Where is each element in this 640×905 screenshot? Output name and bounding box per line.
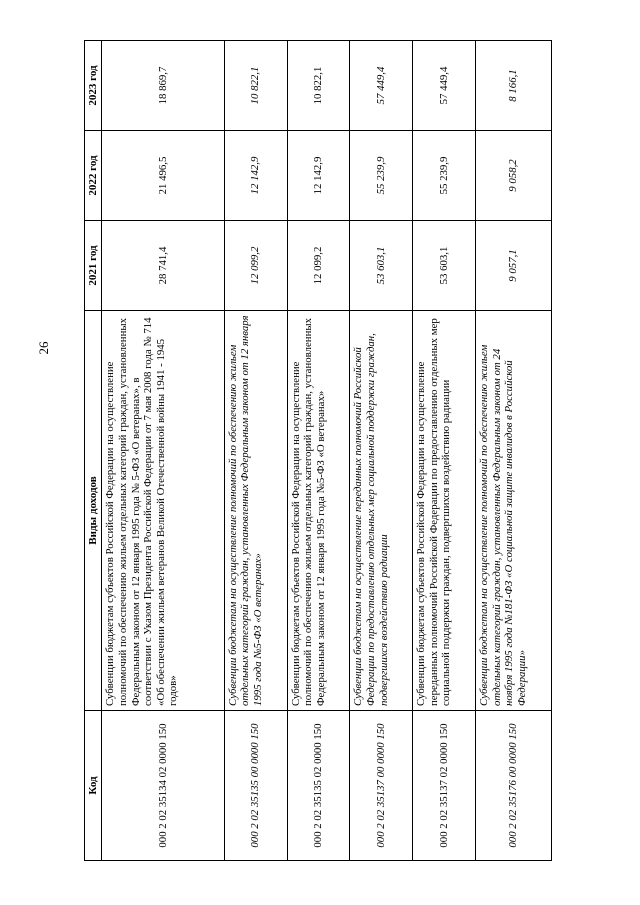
row-2023: 10 822,1 [224, 41, 287, 131]
row-2021: 12 099,2 [224, 221, 287, 311]
table-row [413, 41, 476, 861]
header-2023: 2023 год [85, 41, 102, 131]
table-row [476, 41, 552, 861]
row-2023: 57 449,4 [413, 41, 476, 131]
row-2021: 53 603,1 [413, 221, 476, 311]
header-2022: 2022 год [85, 131, 102, 221]
row-2023: 18 869,7 [102, 41, 224, 131]
row-2021: 12 099,2 [287, 221, 350, 311]
row-code: 000 2 02 35176 00 0000 150 [476, 711, 552, 861]
row-2023: 8 166,1 [476, 41, 552, 131]
revenue-table [84, 40, 552, 861]
table-row [287, 41, 350, 861]
table-row [102, 41, 224, 861]
table-row [350, 41, 413, 861]
header-2021: 2021 год [85, 221, 102, 311]
row-code: 000 2 02 35135 00 0000 150 [224, 711, 287, 861]
row-name: Субвенции бюджетам субъектов Российской Федерации на осуществление переданных полномочий Российской Федерации по предоставлению отдельных мер социальной поддержки граждан, подвергшихся воздействию радиации [413, 311, 476, 711]
table-row [224, 41, 287, 861]
row-name: Субвенции бюджетам субъектов Российской Федерации на осуществление полномочий по обеспечению жильем отдельных категорий граждан, установленных Федеральным законом от 12 января 1995 года №5-ФЗ «О ветеранах» [287, 311, 350, 711]
row-code: 000 2 02 35137 02 0000 150 [413, 711, 476, 861]
row-2023: 57 449,4 [350, 41, 413, 131]
row-name: Субвенции бюджетам на осуществление переданных полномочий Российской Федерации по предоставлению отдельных мер социальной поддержки граждан, подвергшихся воздействию радиации [350, 311, 413, 711]
row-2022: 12 142,9 [287, 131, 350, 221]
row-2022: 9 058,2 [476, 131, 552, 221]
row-name: Субвенции бюджетам субъектов Российской Федерации на осуществление полномочий по обеспечению жильем отдельных категорий граждан, установленных Федеральным законом от 12 января 1995 года № 5-ФЗ «О ветеранах», в соответствии с Указом Президента Российской Федерации от 7 мая 2008 года № 714 «Об обеспечении жильем ветеранов Великой Отечественной войны 1941 - 1945 годов» [102, 311, 224, 711]
row-2021: 53 603,1 [350, 221, 413, 311]
table-header-row [85, 41, 102, 861]
page-number: 26 [36, 341, 51, 355]
row-2022: 55 239,9 [350, 131, 413, 221]
row-name: Субвенции бюджетам на осуществление полномочий по обеспечению жильем отдельных категорий граждан, установленных Федеральным законом от 24 ноября 1995 года №181-ФЗ «О социальной защите инвалидов в Российской Федерации» [476, 311, 552, 711]
header-name: Виды доходов [85, 311, 102, 711]
header-code: Код [85, 711, 102, 861]
row-name: Субвенции бюджетам на осуществление полномочий по обеспечению жильем отдельных категорий граждан, установленных Федеральным законом от 12 января 1995 года №5-ФЗ «О ветеранах» [224, 311, 287, 711]
row-2022: 55 239,9 [413, 131, 476, 221]
row-code: 000 2 02 35135 02 0000 150 [287, 711, 350, 861]
row-2021: 9 057,1 [476, 221, 552, 311]
row-code: 000 2 02 35134 02 0000 150 [102, 711, 224, 861]
row-2023: 10 822,1 [287, 41, 350, 131]
rotated-table-wrapper [84, 41, 552, 861]
row-2022: 21 496,5 [102, 131, 224, 221]
row-code: 000 2 02 35137 00 0000 150 [350, 711, 413, 861]
row-2022: 12 142,9 [224, 131, 287, 221]
row-2021: 28 741,4 [102, 221, 224, 311]
